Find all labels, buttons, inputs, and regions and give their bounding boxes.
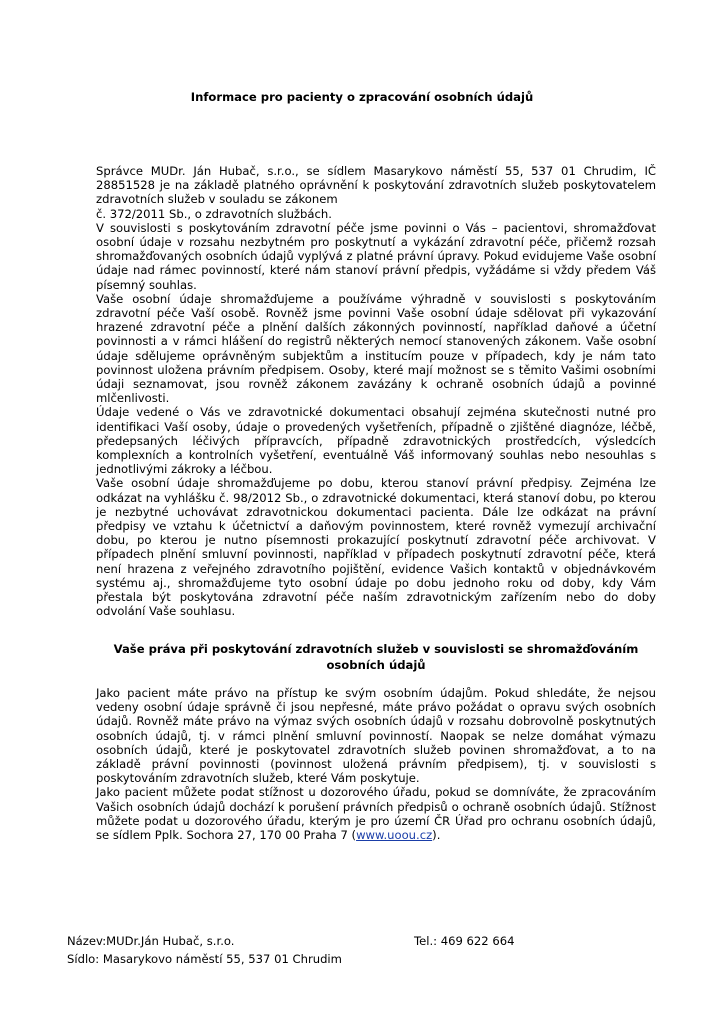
footer-address: Sídlo: Masarykovo náměstí 55, 537 01 Chrudim [67, 952, 342, 966]
paragraph-collection-scope: V souvislosti s poskytováním zdravotní péče jsme povinni o Vás – pacientovi, shromažďovat osobní údaje v rozsahu nezbytném pro poskytnutí a vykázání zdravotní péče, přičemž rozsah shromažďovaných osobních údajů vyplývá z platné právní úpravy. Pokud evidujeme Vaše osobní údaje nad rámec povinností, které nám stanoví právní předpis, vyžádáme si vždy předem Váš písemný souhlas. [96, 220, 656, 292]
section-patient-rights [96, 686, 656, 842]
paragraph-access-rights: Jako pacient máte právo na přístup ke svým osobním údajům. Pokud shledáte, že nejsou vedeny osobní údaje správně či jsou nepřesné, máte právo požádat o opravu svých osobních údajů. Rovněž máte právo na výmaz svých osobních údajů v rozsahu dobrovolně poskytnutých osobních údajů, tj. v rámci plnění smluvní povinností. Naopak se nelze domáhat výmazu osobních údajů, které je poskytovatel zdravotních služeb povinen shromažďovat, a to na základě právní povinnosti (povinnost uložená právním předpisem), tj. v souvislosti s poskytováním zdravotních služeb, které Vám poskytuje. [96, 686, 656, 786]
complaint-text: Jako pacient můžete podat stížnost u dozorového úřadu, pokud se domníváte, že zpracováním Vašich osobních údajů dochází k porušení právních předpisů o ochraně osobních údajů. Stížnost můžete podat u dozorového úřadu, kterým je pro území ČR Úřad pro ochranu osobních údajů, se sídlem Pplk. Sochora 27, 170 00 Praha 7 ( [96, 785, 656, 843]
paragraph-controller: Správce MUDr. Ján Hubač, s.r.o., se sídlem Masarykovo náměstí 55, 537 01 Chrudim, IČ 28851528 je na základě platného oprávnění k poskytování zdravotních služeb poskytovatelem zdravotních služeb v souladu se zákonem [96, 164, 656, 207]
paragraph-retention: Vaše osobní údaje shromažďujeme po dobu, kterou stanoví právní předpisy. Zejména lze odkázat na vyhlášku č. 98/2012 Sb., o zdravotnické dokumentaci, která stanoví dobu, po kterou je nezbytné uchovávat zdravotnickou dokumentaci pacienta. Dále lze odkázat na právní předpisy ve vztahu k účetnictví a daňovým povinnostem, které rovněž vymezují archivační dobu, po kterou je nutno písemnosti prokazující poskytnutí zdravotní péče archivovat. V případech plnění smluvní povinnosti, například v případech poskytnutí zdravotní péče, která není hrazena z veřejného zdravotního pojištění, evidence Vašich kontaktů v objednávkovém systému aj., shromažďujeme tyto osobní údaje po dobu jednoho roku od doby, kdy Vám přestala být poskytována zdravotní péče naším zdravotnickým zařízením nebo do doby odvolání Vaše souhlasu. [96, 476, 656, 619]
paragraph-law-reference: č. 372/2011 Sb., o zdravotních službách. [96, 206, 332, 221]
section-heading-rights: Vaše práva při poskytování zdravotních služeb v souvislosti se shromažďováním osobních údajů [113, 642, 639, 672]
footer-company-name: Název:MUDr.Ján Hubač, s.r.o. [67, 934, 235, 948]
uoou-link[interactable]: www.uoou.cz [356, 828, 433, 843]
document-title: Informace pro pacienty o zpracování osobních údajů [190, 90, 534, 104]
paragraph-data-usage: Vaše osobní údaje shromažďujeme a používáme výhradně v souvislosti s poskytováním zdravotní péče Vaší osobě. Rovněž jsme povinni Vaše osobní údaje sdělovat při vykazování hrazené zdravotní péče a plnění dalších zákonných povinností, například daňové a účetní povinnosti a v rámci hlášení do registrů některých nemocí stanovených zákonem. Vaše osobní údaje sdělujeme oprávněným subjektům a institucím pouze v případech, kdy je nám tato povinnost uložena právním předpisem. Osoby, které mají možnost se s těmito Vašimi osobními údaji seznamovat, jsou rovněž zákonem zavázány k ochraně osobních údajů a povinné mlčenlivosti. [96, 291, 656, 406]
paragraph-complaint [96, 785, 656, 842]
section-processing-info [96, 164, 656, 619]
footer-telephone: Tel.: 469 622 664 [414, 934, 515, 948]
paragraph-medical-records: Údaje vedené o Vás ve zdravotnické dokumentaci obsahují zejména skutečnosti nutné pro identifikaci Vaší osoby, údaje o provedených vyšetřeních, případně o zjištěné diagnóze, léčbě, předepsaných léčivých přípravcích, případně zdravotnických prostředcích, výsledcích komplexních a kontrolních vyšetření, eventuálně Váš informovaný souhlas nebo nesouhlas s jednotlivými zákroky a léčbou. [96, 405, 656, 477]
complaint-text-end: ). [432, 828, 441, 843]
